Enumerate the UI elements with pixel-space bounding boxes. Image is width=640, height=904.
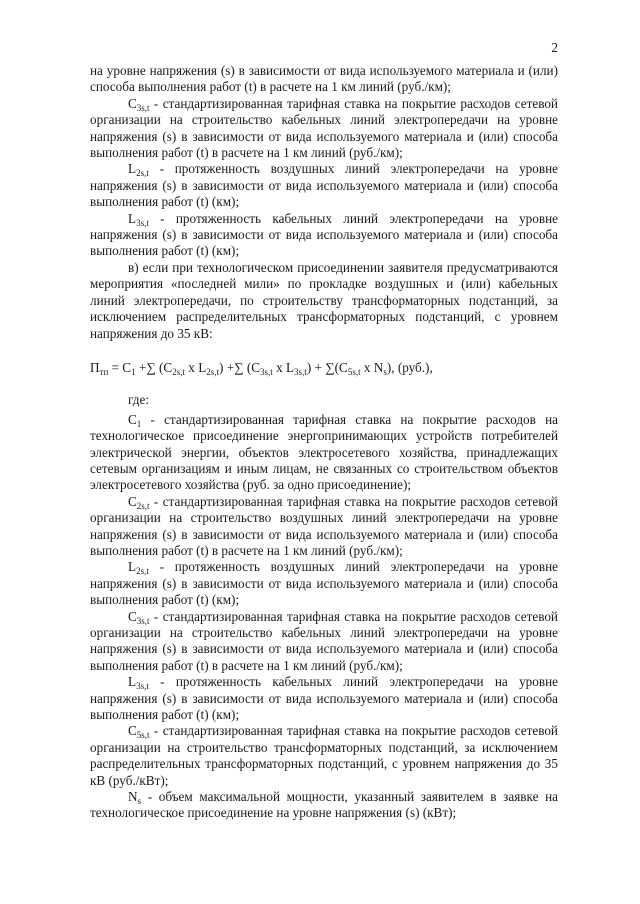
text-run: - стандартизированная тарифная ставка на покрытие расходов сетевой организации на строительство трансформаторных подстанций, за исключением распределительных трансформаторных подстанций, с уровнем напряжения до 35 кВ (руб./кВт); — [90, 723, 558, 788]
subscript: s — [137, 796, 142, 807]
text-run: - объем максимальной мощности, указанный заявителем в заявке на технологическое присоединение на уровне напряжения (s) (кВт); — [90, 789, 558, 821]
text-run: - протяженность воздушных линий электропередачи на уровне напряжения (s) в зависимости от вида используемого материала и (или) способа выполнения работ (t) (км); — [90, 559, 558, 608]
subscript: 3s,t — [260, 366, 273, 377]
subscript: 5s,t — [136, 730, 150, 741]
paragraph — [90, 609, 558, 675]
document-body — [90, 63, 558, 822]
subscript: 2s,t — [172, 366, 185, 377]
subscript: 3s,t — [294, 366, 307, 377]
paragraph — [90, 211, 558, 260]
text-run: С — [128, 608, 137, 624]
paragraph — [90, 63, 558, 96]
text-run: ) + ∑(С — [306, 359, 348, 375]
text-run: ), (руб.), — [386, 359, 433, 375]
subscript: s — [383, 366, 387, 377]
paragraph — [90, 412, 558, 494]
subscript: 3s,t — [136, 102, 150, 113]
text-run: - стандартизированная тарифная ставка на покрытие расходов сетевой организации на строительство воздушных линий электропередачи на уровне напряжения (s) в зависимости от вида используемого материала и (или) способа выполнения работ (t) в расчете на 1 км линий (руб./км); — [90, 493, 558, 558]
text-run: х L — [185, 359, 207, 375]
text-run: L — [128, 559, 137, 575]
text-run: - протяженность кабельных линий электропередачи на уровне напряжения (s) в зависимости от вида используемого материала и (или) способа выполнения работ (t) (км); — [90, 674, 558, 723]
formula — [90, 360, 558, 376]
subscript: 3s,t — [136, 681, 149, 692]
text-run: на уровне напряжения (s) в зависимости от вида используемого материала и (или) способа выполнения работ (t) в расчете на 1 км линий (руб./км); — [90, 63, 558, 95]
subscript: 2s,t — [136, 168, 149, 179]
text-run: в) если при технологическом присоединении заявителя предусматриваются мероприятия «последней мили» по прокладке воздушных и (или) кабельных линий электропередачи, по строительству трансформаторных подстанций, за исключением распределительных трансформаторных подстанций, с уровнем напряжения до 35 кВ: — [90, 259, 558, 341]
subscript: 5s,t — [347, 366, 361, 377]
page-number: 2 — [551, 40, 558, 55]
text-run: ) +∑ (С — [219, 359, 261, 375]
paragraph — [90, 96, 558, 162]
paragraph — [90, 559, 558, 608]
subscript: 1 — [131, 366, 136, 377]
text-run: - стандартизированная тарифная ставка на покрытие расходов сетевой организации на строительство кабельных линий электропередачи на уровне напряжения (s) в зависимости от вида используемого материала и (или) способа выполнения работ (t) в расчете на 1 км линий (руб./км); — [90, 95, 558, 161]
paragraph — [90, 789, 558, 822]
subscript: 3s,t — [136, 217, 149, 228]
paragraph — [90, 723, 558, 789]
paragraph — [90, 260, 558, 342]
text-run: = С — [108, 359, 132, 375]
paragraph — [90, 674, 558, 723]
text-run: N — [128, 789, 138, 805]
text-run: х L — [272, 359, 295, 375]
subscript: тп — [99, 366, 109, 377]
subscript: 3s,t — [136, 615, 150, 626]
subscript: 2s,t — [136, 500, 150, 511]
text-run: L — [128, 210, 137, 226]
text-run: С — [128, 95, 137, 111]
formula-legend-intro — [90, 392, 558, 408]
subscript: 2s,t — [136, 566, 149, 577]
text-run: П — [90, 359, 100, 375]
text-run: - протяженность воздушных линий электропередачи на уровне напряжения (s) в зависимости от вида используемого материала и (или) способа выполнения работ (t) (км); — [90, 161, 558, 210]
text-run: где: — [128, 392, 149, 408]
text-run: L — [128, 161, 137, 177]
text-run: L — [128, 674, 137, 690]
text-run: х N — [360, 359, 384, 375]
subscript: 1 — [136, 418, 142, 429]
text-run: С — [128, 723, 137, 739]
text-run: - стандартизированная тарифная ставка на покрытие расходов на технологическое присоединение энергопринимающих устройств потребителей электрической энергии, объектов электросетевого хозяйства, принадлежащих сетевым организациям и иным лицам, не связанных со строительством объектов электросетевого хозяйства (руб. за одно присоединение); — [90, 411, 558, 493]
text-run: - стандартизированная тарифная ставка на покрытие расходов сетевой организации на строительство кабельных линий электропередачи на уровне напряжения (s) в зависимости от вида используемого материала и (или) способа выполнения работ (t) в расчете на 1 км линий (руб./км); — [90, 608, 558, 673]
text-run: С — [128, 411, 137, 427]
text-run: - протяженность кабельных линий электропередачи на уровне напряжения (s) в зависимости от вида используемого материала и (или) способа выполнения работ (t) (км); — [90, 210, 558, 259]
text-run: +∑ (С — [135, 359, 173, 375]
subscript: 2s,t — [206, 366, 220, 377]
paragraph — [90, 494, 558, 560]
paragraph — [90, 161, 558, 210]
text-run: С — [128, 493, 137, 509]
